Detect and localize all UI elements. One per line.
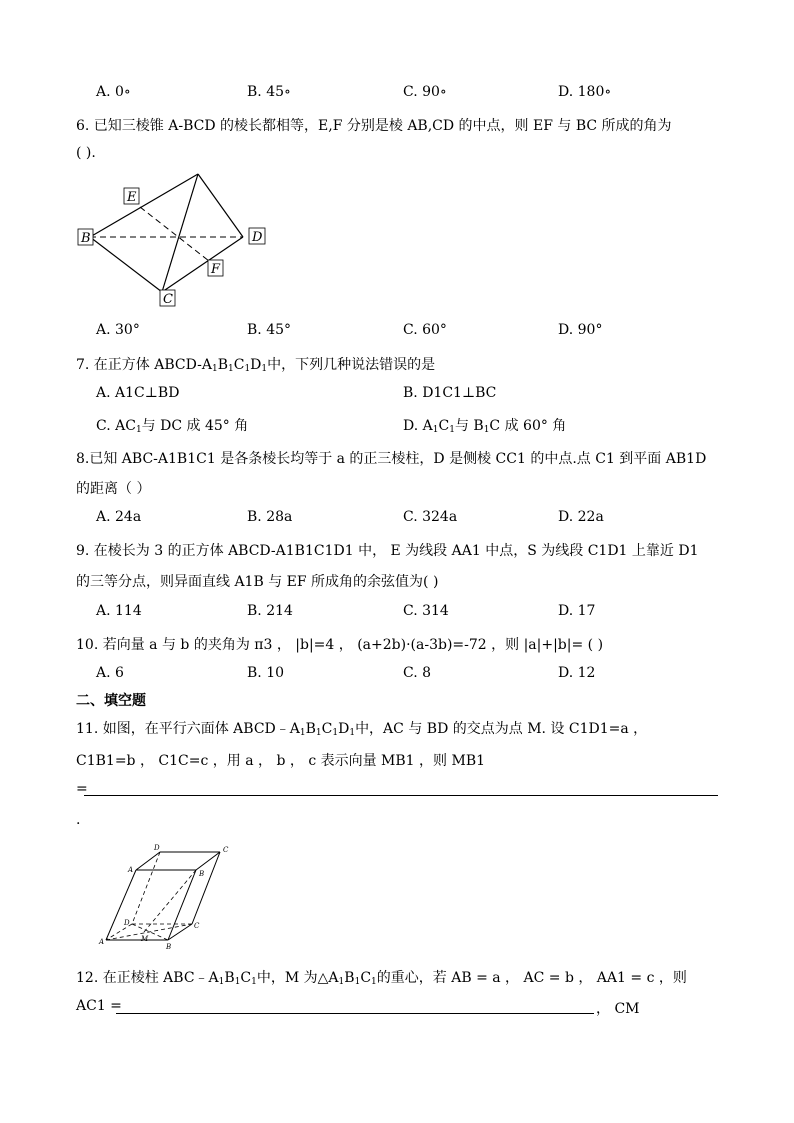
q9-option-c: C. 314: [403, 603, 449, 619]
q8-option-b: B. 28a: [247, 509, 293, 525]
q10-stem: 10. 若向量 a 与 b 的夹角为 π3 ， |b|=4 ， (a+2b)·(a-3b)=-72 ，则 |a|+|b|= ( ): [76, 637, 604, 653]
q11-period: .: [76, 812, 81, 828]
q11-label-a: A: [99, 938, 105, 946]
q9-stem-line1: 9. 在棱长为 3 的正方体 ABCD-A1B1C1D1 中， E 为线段 AA1 中点，S 为线段 C1D1 上靠近 D1: [76, 543, 699, 559]
q8-option-d: D. 22a: [558, 509, 604, 525]
q11-label-d1: D: [154, 844, 160, 852]
q9-option-a: A. 114: [96, 603, 142, 619]
q8-stem-line2: 的距离（ ）: [76, 481, 151, 497]
q6-label-c: C: [163, 292, 173, 307]
q8-stem-line1: 8.已知 ABC-A1B1C1 是各条棱长均等于 a 的正三棱柱，D 是侧棱 CC1 的中点.点 C1 到平面 AB1D: [76, 451, 707, 467]
q12-ac1-prefix: AC1 =: [76, 998, 122, 1014]
q9-stem-line2: 的三等分点，则异面直线 A1B 与 EF 所成角的余弦值为( ): [76, 574, 439, 590]
q5-option-b: B. 45∘: [247, 84, 291, 100]
q11-stem-line1: 11. 如图，在平行六面体 $ABCD﹣A_1B_1C_1D_1$中，AC 与 BD 的交点为点 M. 设 C1D1=a ，: [76, 721, 648, 738]
q6-tetrahedron-figure: [74, 166, 274, 311]
q11-label-d: D: [124, 919, 130, 927]
q7-stem: 7. 在正方体 ABCD-$A_1B_1C_1D_1$中，下列几种说法错误的是: [76, 357, 436, 374]
q11-label-m: M: [141, 935, 149, 943]
q9-option-d: D. 17: [558, 603, 596, 619]
q8-option-c: C. 324a: [403, 509, 458, 525]
q10-option-d: D. 12: [558, 665, 596, 681]
q11-label-b1: B: [199, 870, 205, 878]
q10-option-b: B. 10: [247, 665, 285, 681]
q11-label-a1: A: [128, 866, 134, 874]
q5-option-a: A. 0∘: [96, 84, 131, 100]
q11-stem-line2: C1B1=b ， C1C=c ，用 a ， b ， c 表示向量 MB1 ，则 MB1: [76, 753, 486, 769]
q11-answer-prefix: =: [76, 781, 88, 797]
q6-option-b: B. 45°: [247, 322, 292, 338]
section-heading-fill-in: 二、填空题: [76, 693, 146, 709]
q6-label-d: D: [252, 230, 263, 245]
q11-label-c: C: [194, 922, 200, 930]
q6-label-e: E: [127, 190, 137, 205]
q6-option-c: C. 60°: [403, 322, 447, 338]
q11-label-c1: C: [223, 846, 229, 854]
q6-label-f: F: [211, 262, 221, 277]
q6-option-d: D. 90°: [558, 322, 603, 338]
q5-option-c: C. 90∘: [403, 84, 447, 100]
q7-option-d: D. $A_1C_1$与 $B_1C$ 成 60° 角: [403, 418, 567, 435]
q12-stem-line1: 12. 在正棱柱 $ABC﹣A_1B_1C_1$中，M 为$\triangle A_1B_1C_1$的重心，若 AB = a ， AC = b ， AA1 = c ，则: [76, 970, 687, 987]
q11-parallelepiped-figure: [96, 840, 246, 952]
q12-cm-label: ， CM: [596, 1001, 640, 1017]
q6-label-b: B: [81, 231, 91, 246]
q10-option-a: A. 6: [96, 665, 124, 681]
q11-answer-blank[interactable]: [84, 795, 718, 796]
q10-option-c: C. 8: [403, 665, 432, 681]
q11-label-b: B: [166, 943, 172, 951]
q5-option-d: D. 180∘: [558, 84, 612, 100]
q7-option-a: A. A1C⊥BD: [96, 385, 180, 401]
q6-stem-line2: ( ).: [76, 145, 96, 161]
q8-option-a: A. 24a: [96, 509, 142, 525]
q7-option-c: C. $AC_1$与 DC 成 45° 角: [96, 418, 249, 435]
q7-option-b: B. D1C1⊥BC: [403, 385, 497, 401]
q9-option-b: B. 214: [247, 603, 293, 619]
q12-ac1-answer-blank[interactable]: [116, 1013, 594, 1014]
q6-stem-line1: 6. 已知三棱锥 A-BCD 的棱长都相等，E,F 分别是棱 AB,CD 的中点，则 EF 与 BC 所成的角为: [76, 118, 672, 134]
q6-option-a: A. 30°: [96, 322, 140, 338]
